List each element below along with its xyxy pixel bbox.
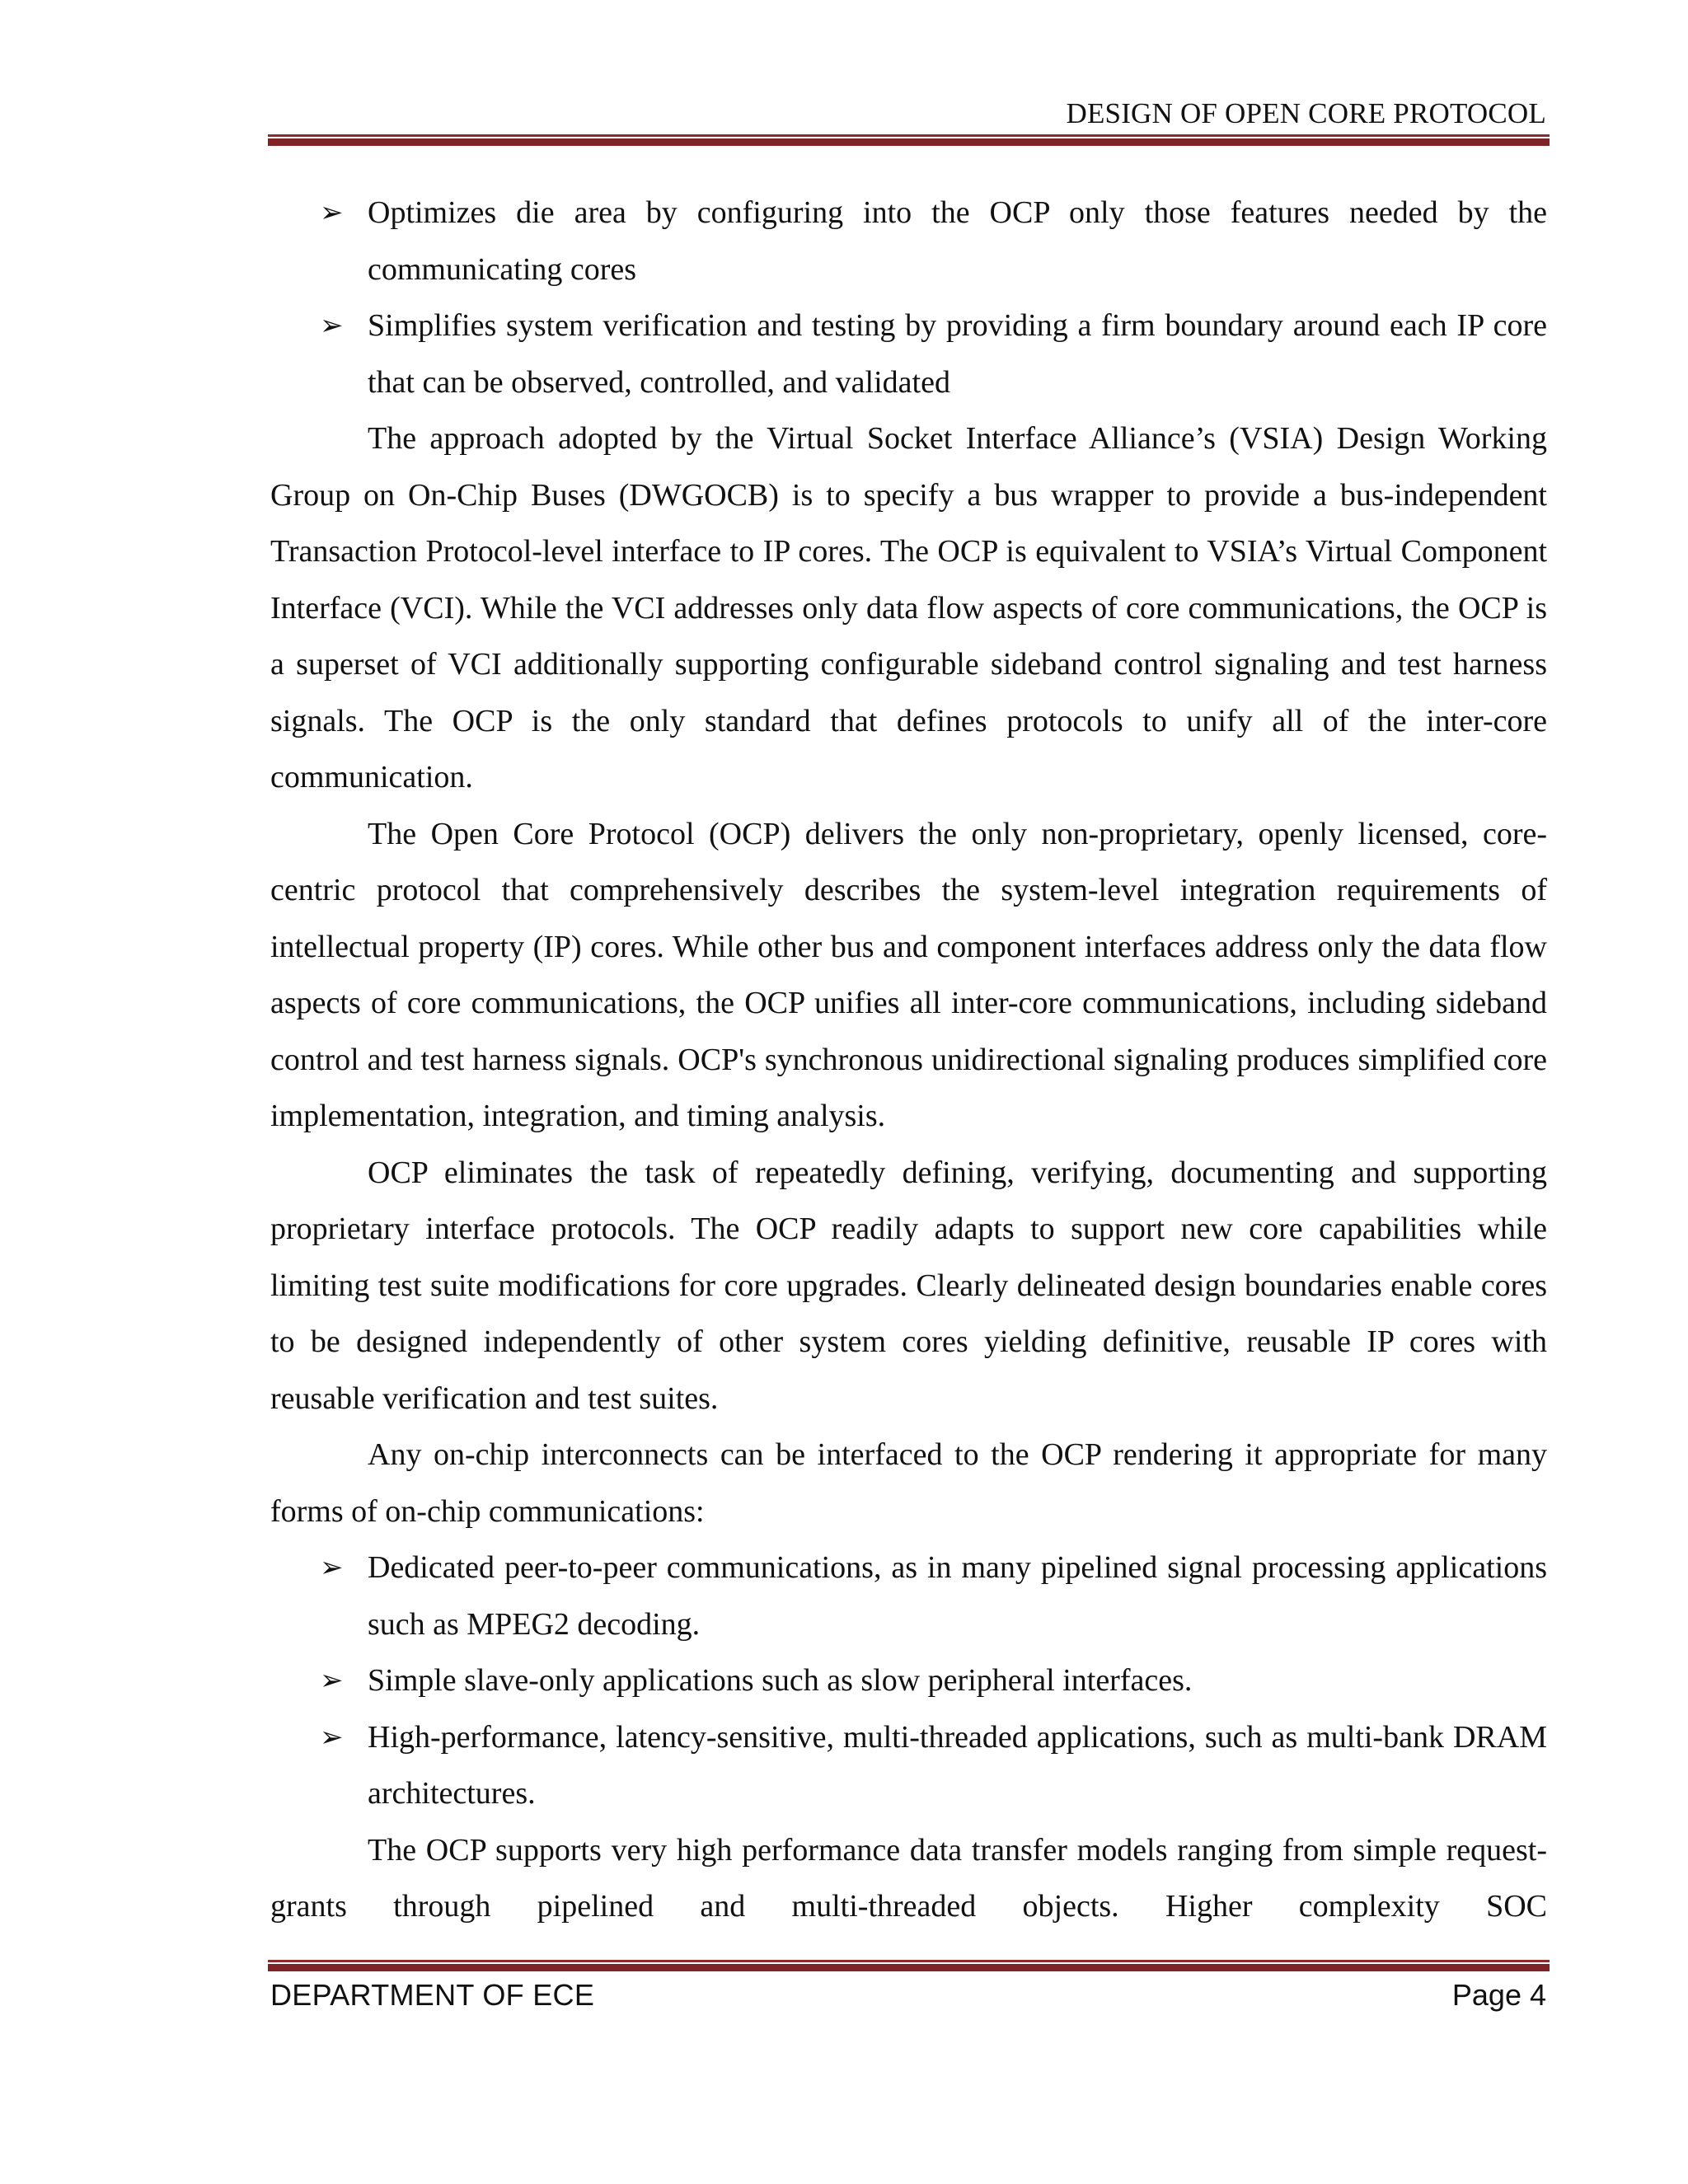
bullet-item	[270, 1540, 1547, 1652]
body-paragraph: The Open Core Protocol (OCP) delivers the only non-proprietary, openly licensed, core-centric protocol that comprehensively describes the system-level integration requirements of intellectual property (IP) cores. While other bus and component interfaces address only the data flow aspects of core communications, the OCP unifies all inter-core communications, including sideband control and test harness signals. OCP's synchronous unidirectional signaling produces simplified core implementation, integration, and timing analysis.	[270, 816, 1547, 1133]
bullet-text: Simple slave-only applications such as slow peripheral interfaces.	[368, 1663, 1193, 1698]
final-paragraph: The OCP supports very high performance data transfer models ranging from simple request-grants through pipelined and multi-threaded objects. Higher complexity SOC	[270, 1832, 1547, 1924]
bullet-item	[270, 298, 1547, 410]
arrow-bullet-icon: ➢	[320, 196, 344, 229]
bullet-item	[270, 185, 1547, 298]
footer-rule	[268, 1960, 1550, 1971]
body-paragraph: The approach adopted by the Virtual Socket Interface Alliance’s (VSIA) Design Working Group on On-Chip Buses (DWGOCB) is to specify a bus wrapper to provide a bus-independent Transaction Protocol-level interface to IP cores. The OCP is equivalent to VSIA’s Virtual Component Interface (VCI). While the VCI addresses only data flow aspects of core communications, the OCP is a superset of VCI additionally supporting configurable sideband control signaling and test harness signals. The OCP is the only standard that defines protocols to unify all of the inter-core communication.	[270, 421, 1547, 794]
bullet-text: Dedicated peer-to-peer communications, as in many pipelined signal processing applications such as MPEG2 decoding.	[368, 1550, 1547, 1642]
footer-page-number: Page 4	[1451, 1978, 1546, 2012]
bullet-text: Simplifies system verification and testing by providing a firm boundary around each IP core that can be observed, controlled, and validated	[368, 308, 1547, 400]
header-rule	[268, 134, 1550, 146]
footer-department: DEPARTMENT OF ECE	[270, 1978, 595, 2012]
bullet-text: High-performance, latency-sensitive, multi-threaded applications, such as multi-bank DRAM architectures.	[368, 1719, 1547, 1811]
bullet-item	[270, 1652, 1547, 1709]
body-paragraph: Any on-chip interconnects can be interfaced to the OCP rendering it appropriate for many forms of on-chip communications:	[270, 1437, 1547, 1529]
arrow-bullet-icon: ➢	[320, 1664, 344, 1697]
header-title: DESIGN OF OPEN CORE PROTOCOL	[1066, 97, 1546, 129]
body-content	[270, 185, 1547, 1935]
arrow-bullet-icon: ➢	[320, 309, 344, 342]
arrow-bullet-icon: ➢	[320, 1720, 344, 1754]
arrow-bullet-icon: ➢	[320, 1551, 344, 1584]
bullet-item	[270, 1709, 1547, 1822]
body-paragraph: OCP eliminates the task of repeatedly defining, verifying, documenting and supporting proprietary interface protocols. The OCP readily adapts to support new core capabilities while limiting test suite modifications for core upgrades. Clearly delineated design boundaries enable cores to be designed independently of other system cores yielding definitive, reusable IP cores with reusable verification and test suites.	[270, 1155, 1547, 1416]
bullet-text: Optimizes die area by configuring into the OCP only those features needed by the communicating cores	[368, 195, 1547, 287]
